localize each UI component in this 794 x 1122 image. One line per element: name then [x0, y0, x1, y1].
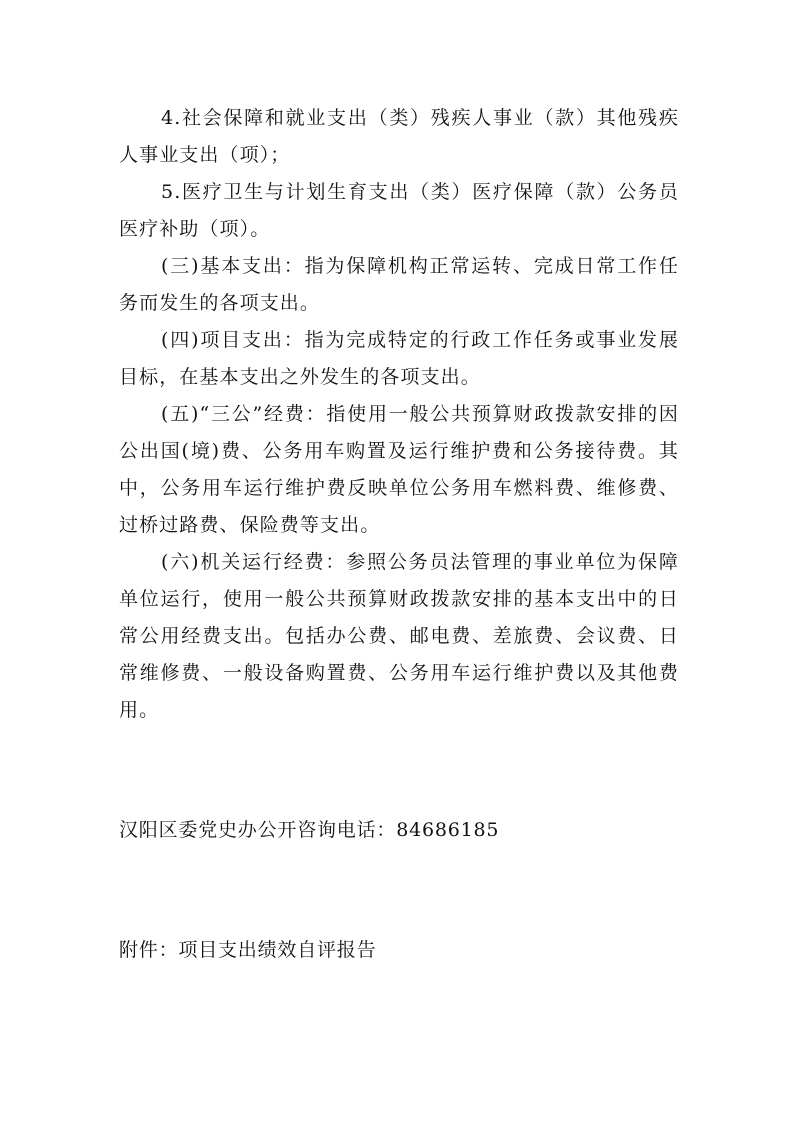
- contact-phone-line: 汉阳区委党史办公开咨询电话：84686185: [119, 819, 500, 841]
- paragraph-basic-expenditure: (三)基本支出：指为保障机构正常运转、完成日常工作任务而发生的各项支出。: [119, 255, 679, 314]
- paragraph-three-public-expenses: (五)“三公”经费：指使用一般公共预算财政拨款安排的因公出国(境)费、公务用车购置及运行维护费和公务接待费。其中，公务用车运行维护费反映单位公务用车燃料费、维修费、过桥过路费、保险费等支出。: [119, 403, 679, 536]
- body-text: [119, 100, 679, 729]
- paragraph-project-expenditure: (四)项目支出：指为完成特定的行政工作任务或事业发展目标，在基本支出之外发生的各项支出。: [119, 329, 679, 388]
- paragraph-operating-expenses: (六)机关运行经费：参照公务员法管理的事业单位为保障单位运行，使用一般公共预算财政拨款安排的基本支出中的日常公用经费支出。包括办公费、邮电费、差旅费、会议费、日常维修费、一般设备购置费、公务用车运行维护费以及其他费用。: [119, 551, 679, 721]
- paragraph-item-4: 4.社会保障和就业支出（类）残疾人事业（款）其他残疾人事业支出（项）；: [119, 107, 679, 166]
- paragraph-item-5: 5.医疗卫生与计划生育支出（类）医疗保障（款）公务员医疗补助（项）。: [119, 181, 679, 240]
- attachment-line: 附件：项目支出绩效自评报告: [119, 939, 377, 961]
